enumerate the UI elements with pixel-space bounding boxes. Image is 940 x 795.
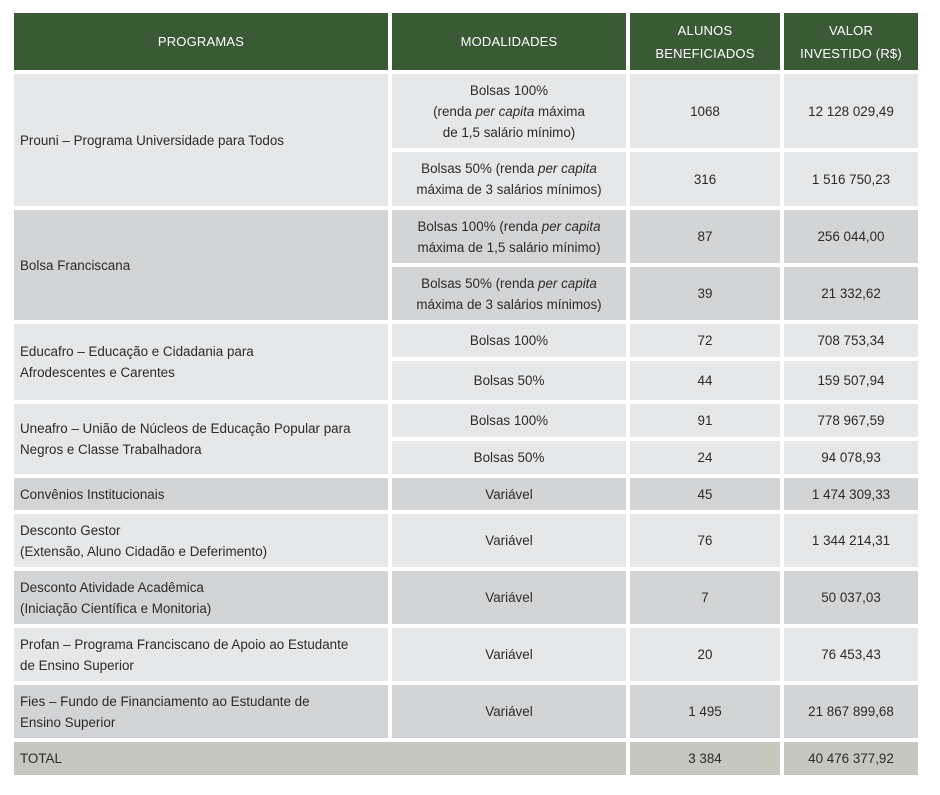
valor-cell: [784, 685, 918, 738]
program-name-line: Convênios Institucionais: [20, 486, 165, 502]
alunos-cell: [630, 74, 780, 148]
program-name-bolsa-franciscana: [14, 210, 388, 320]
modalidade-italic: per capita: [541, 218, 601, 234]
modalidade-text: (renda: [433, 103, 476, 119]
program-name-line: Afrodescentes e Carentes: [20, 365, 175, 380]
modalidade-cell: [392, 152, 626, 206]
modalidade-cell: [392, 267, 626, 320]
valor-value: 76 453,43: [821, 647, 881, 662]
alunos-value: 316: [693, 171, 717, 187]
alunos-value: 87: [697, 229, 713, 244]
alunos-cell: [630, 514, 780, 567]
alunos-value: 20: [697, 647, 713, 662]
modalidade-text: máxima: [534, 103, 585, 119]
valor-value: 21 332,62: [821, 286, 881, 301]
modalidade-italic: per capita: [475, 103, 535, 119]
valor-value: 778 967,59: [817, 413, 885, 428]
modalidade-cell: [392, 361, 626, 400]
valor-value: 94 078,93: [821, 450, 881, 465]
header-valor: [784, 13, 918, 70]
header-programas: [14, 13, 388, 70]
program-name-line: de Ensino Superior: [20, 657, 134, 673]
modalidade-value: Bolsas 100%: [469, 413, 549, 428]
total-alunos: 3 384: [688, 751, 722, 766]
alunos-value: 91: [697, 413, 713, 428]
valor-cell: [784, 210, 918, 263]
modalidade-value: Bolsas 50%: [473, 373, 545, 388]
modalidade-line: máxima de 3 salários mínimos): [416, 296, 602, 312]
program-name-desconto-gestor: [14, 514, 388, 567]
alunos-cell: [630, 441, 780, 474]
alunos-cell: [630, 685, 780, 738]
modalidade-text: Bolsas 100% (renda: [417, 218, 542, 234]
valor-value: 50 037,03: [821, 590, 881, 605]
modalidade-value: Variável: [485, 704, 533, 719]
alunos-value: 72: [697, 333, 713, 348]
alunos-cell: [630, 361, 780, 400]
program-name-desconto-atividade: [14, 571, 388, 624]
valor-value: 1 344 214,31: [811, 533, 891, 548]
valor-value: 1 516 750,23: [811, 171, 891, 187]
valor-cell: [784, 267, 918, 320]
valor-cell: [784, 404, 918, 437]
valor-cell: [784, 152, 918, 206]
modalidade-value: Variável: [485, 533, 533, 548]
alunos-value: 1 495: [688, 704, 722, 719]
alunos-cell: [630, 210, 780, 263]
program-name-convenios: [14, 478, 388, 510]
program-name-profan: [14, 628, 388, 681]
modalidade-line: de 1,5 salário mínimo): [442, 124, 576, 140]
program-name-line: (Extensão, Aluno Cidadão e Deferimento): [20, 543, 268, 559]
program-name-fies: [14, 685, 388, 738]
program-name-uneafro: [14, 404, 388, 474]
alunos-value: 7: [701, 590, 709, 605]
valor-value: 708 753,34: [817, 333, 885, 348]
program-name-line: Ensino Superior: [20, 714, 116, 730]
total-valor-cell: [784, 742, 918, 775]
alunos-value: 45: [697, 486, 713, 502]
program-name-educafro: [14, 324, 388, 400]
valor-cell: [784, 571, 918, 624]
total-valor: 40 476 377,92: [808, 751, 894, 766]
modalidade-cell: [392, 514, 626, 567]
modalidade-value: Variável: [485, 590, 533, 605]
program-name-line: Prouni – Programa Universidade para Todos: [20, 132, 284, 148]
program-name-line: Educafro – Educação e Cidadania para: [20, 344, 254, 359]
valor-cell: [784, 478, 918, 510]
valor-value: 12 128 029,49: [808, 103, 894, 119]
program-name-line: Fies – Fundo de Financiamento ao Estudante de: [20, 693, 310, 709]
modalidade-cell: [392, 74, 626, 148]
modalidade-line: Bolsas 100%: [469, 82, 549, 98]
modalidade-cell: [392, 324, 626, 357]
header-modalidades-label: MODALIDADES: [460, 34, 558, 49]
alunos-cell: [630, 152, 780, 206]
modalidade-cell: [392, 571, 626, 624]
modalidade-line: máxima de 3 salários mínimos): [416, 182, 602, 197]
valor-value: 1 474 309,33: [811, 486, 891, 502]
program-name-prouni: [14, 74, 388, 206]
program-name-line: (Iniciação Científica e Monitoria): [20, 600, 212, 616]
modalidade-italic: per capita: [538, 275, 597, 291]
header-alunos-line1: ALUNOS: [677, 22, 733, 38]
modalidade-value: Variável: [485, 486, 533, 502]
alunos-value: 44: [697, 373, 713, 388]
modalidade-line: [433, 101, 585, 122]
modalidade-cell: [392, 628, 626, 681]
total-label: TOTAL: [20, 751, 62, 766]
alunos-cell: [630, 267, 780, 320]
modalidade-italic: per capita: [538, 161, 597, 176]
valor-cell: [784, 441, 918, 474]
program-name-line: Bolsa Franciscana: [20, 257, 131, 273]
valor-cell: [784, 324, 918, 357]
valor-cell: [784, 628, 918, 681]
modalidade-cell: [392, 210, 626, 263]
alunos-cell: [630, 628, 780, 681]
header-alunos: [630, 13, 780, 70]
alunos-value: 24: [697, 450, 713, 465]
modalidade-text: Bolsas 50% (renda: [421, 161, 539, 176]
modalidade-line: [417, 216, 600, 237]
header-valor-line2: INVESTIDO (R$): [800, 45, 902, 61]
alunos-cell: [630, 571, 780, 624]
alunos-value: 39: [697, 286, 713, 301]
total-label-cell: [14, 742, 626, 775]
valor-value: 256 044,00: [817, 229, 885, 244]
alunos-cell: [630, 404, 780, 437]
modalidade-value: Variável: [485, 647, 533, 662]
modalidade-line: [421, 273, 597, 294]
alunos-value: 1068: [690, 103, 720, 119]
header-modalidades: [392, 13, 626, 70]
program-name-line: Desconto Atividade Acadêmica: [20, 579, 204, 595]
header-programas-label: PROGRAMAS: [157, 34, 245, 49]
header-valor-line1: VALOR: [828, 22, 874, 38]
valor-cell: [784, 74, 918, 148]
program-name-line: Profan – Programa Franciscano de Apoio ao Estudante: [20, 636, 349, 652]
modalidade-cell: [392, 478, 626, 510]
program-name-line: Negros e Classe Trabalhadora: [20, 442, 202, 457]
program-name-line: Uneafro – União de Núcleos de Educação Popular para: [20, 421, 351, 436]
alunos-cell: [630, 478, 780, 510]
modalidade-cell: [392, 441, 626, 474]
valor-cell: [784, 514, 918, 567]
alunos-cell: [630, 324, 780, 357]
valor-value: 159 507,94: [817, 373, 885, 388]
header-alunos-line2: BENEFICIADOS: [655, 45, 755, 61]
modalidade-value: Bolsas 100%: [469, 333, 549, 348]
program-name-line: Desconto Gestor: [20, 522, 121, 538]
valor-value: 21 867 899,68: [808, 704, 894, 719]
valor-cell: [784, 361, 918, 400]
modalidade-text: Bolsas 50% (renda: [421, 275, 539, 291]
modalidade-cell: [392, 404, 626, 437]
modalidade-line: [421, 158, 597, 179]
alunos-value: 76: [697, 533, 713, 548]
modalidade-cell: [392, 685, 626, 738]
total-alunos-cell: [630, 742, 780, 775]
modalidade-line: máxima de 1,5 salário mínimo): [417, 239, 601, 255]
modalidade-value: Bolsas 50%: [473, 450, 545, 465]
